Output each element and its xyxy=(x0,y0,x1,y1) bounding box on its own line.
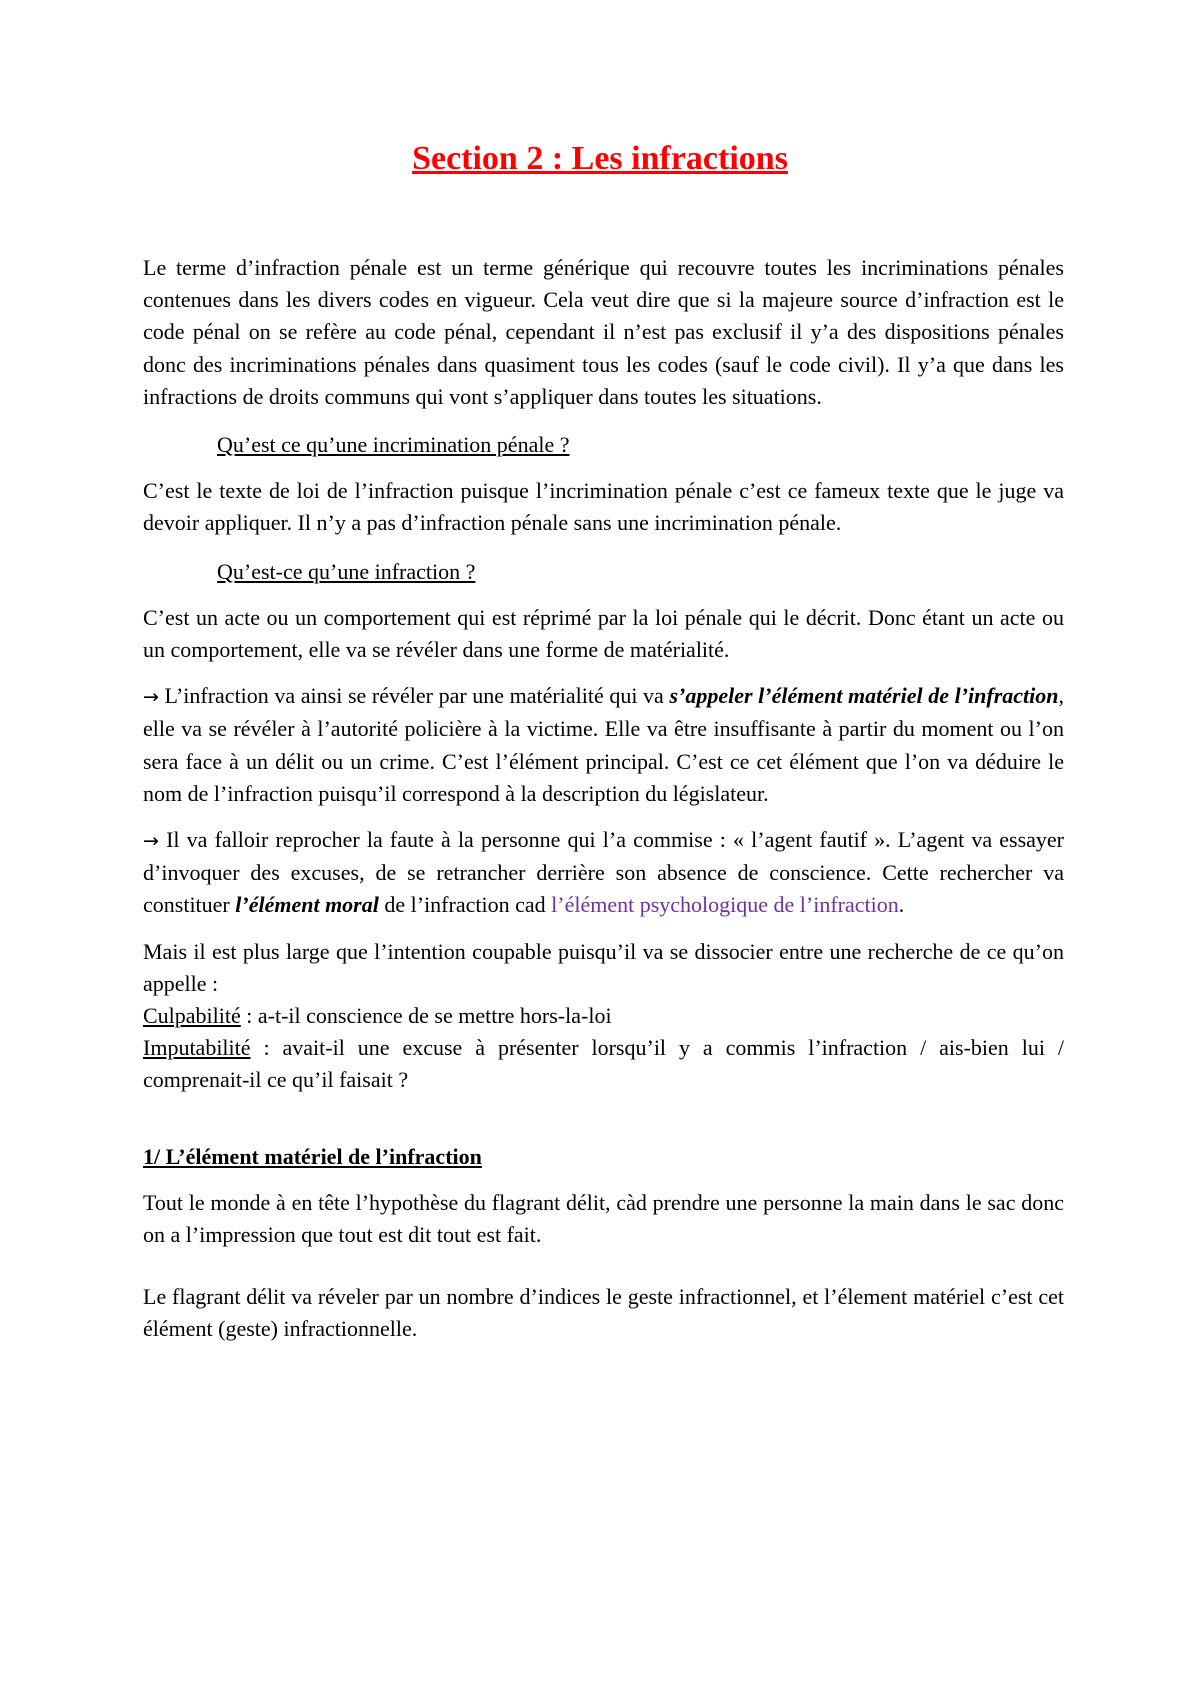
document-body xyxy=(143,252,1064,1346)
section-heading-element-materiel: 1/ L’élément matériel de l’infraction xyxy=(143,1143,482,1169)
question-infraction: Qu’est-ce qu’une infraction ? xyxy=(217,558,476,584)
flagrant-delit-indices-paragraph: Le flagrant délit va réveler par un nombre d’indices le geste infractionnel, et l’élement matériel c’est cet élément (geste) infractionnelle. xyxy=(143,1284,1064,1342)
answer-infraction: C’est un acte ou un comportement qui est réprimé par la loi pénale qui le décrit. Donc étant un acte ou un comportement, elle va se révéler dans une forme de matérialité. xyxy=(143,604,1064,663)
flagrant-delit-paragraph: Tout le monde à en tête l’hypothèse du flagrant délit, càd prendre une personne la main dans le sac donc on a l’impression que tout est dit tout est fait. xyxy=(143,1189,1064,1248)
emphasis-element-materiel: s’appeler l’élément matériel de l’infraction xyxy=(669,683,1059,709)
imputabilite-label: Imputabilité xyxy=(143,1035,251,1061)
moral-paragraph: → Il va falloir reprocher la faute à la personne qui l’a commise : « l’agent fautif ». L’agent va essayer d’invoquer des excuses, de se retrancher derrière son absence de conscience. Cette rechercher va constituer l’élément moral de l’infraction cad l’élément psychologique de l’infraction. xyxy=(143,827,1064,918)
question-incrimination: Qu’est ce qu’une incrimination pénale ? xyxy=(217,432,570,458)
emphasis-element-moral: l’élément moral xyxy=(235,892,379,918)
intention-paragraph: Mais il est plus large que l’intention coupable puisqu’il va se dissocier entre une recherche de ce qu’on appelle : xyxy=(143,938,1064,996)
imputabilite-line: Imputabilité : avait-il une excuse à présenter lorsqu’il y a commis l’infraction / ais-bien lui / comprenait-il ce qu’il faisait ? xyxy=(143,1035,1064,1093)
answer-incrimination: C’est le texte de loi de l’infraction puisque l’incrimination pénale c’est ce fameux texte que le juge va devoir appliquer. Il n’y a pas d’infraction pénale sans une incrimination pénale. xyxy=(143,478,1064,536)
arrow-icon: → xyxy=(143,686,159,709)
arrow-icon: → xyxy=(143,830,159,853)
culpabilite-line: Culpabilité : a-t-il conscience de se mettre hors-la-loi xyxy=(143,1003,612,1029)
page-title: Section 2 : Les infractions xyxy=(412,140,788,177)
culpabilite-label: Culpabilité xyxy=(143,1003,241,1029)
materiel-paragraph: → L’infraction va ainsi se révéler par une matérialité qui va s’appeler l’élément matériel de l’infraction, elle va se révéler à l’autorité policière à la victime. Elle va être insuffisante à partir du moment ou l’on sera face à un délit ou un crime. C’est l’élément principal. C’est ce cet élément que l’on va déduire le nom de l’infraction puisqu’il correspond à la description du législateur. xyxy=(143,683,1064,806)
purple-phrase: l’élément psychologique de l’infraction xyxy=(551,892,899,918)
intro-paragraph: Le terme d’infraction pénale est un terme générique qui recouvre toutes les incriminations pénales contenues dans les divers codes en vigueur. Cela veut dire que si la majeure source d’infraction est le code pénal on se refère au code pénal, cependant il n’est pas exclusif il y’a des dispositions pénales donc des incriminations pénales dans quasiment tous les codes (sauf le code civil). Il y’a que dans les infractions de droits communs qui vont s’appliquer dans toutes les situations. xyxy=(143,255,1064,409)
